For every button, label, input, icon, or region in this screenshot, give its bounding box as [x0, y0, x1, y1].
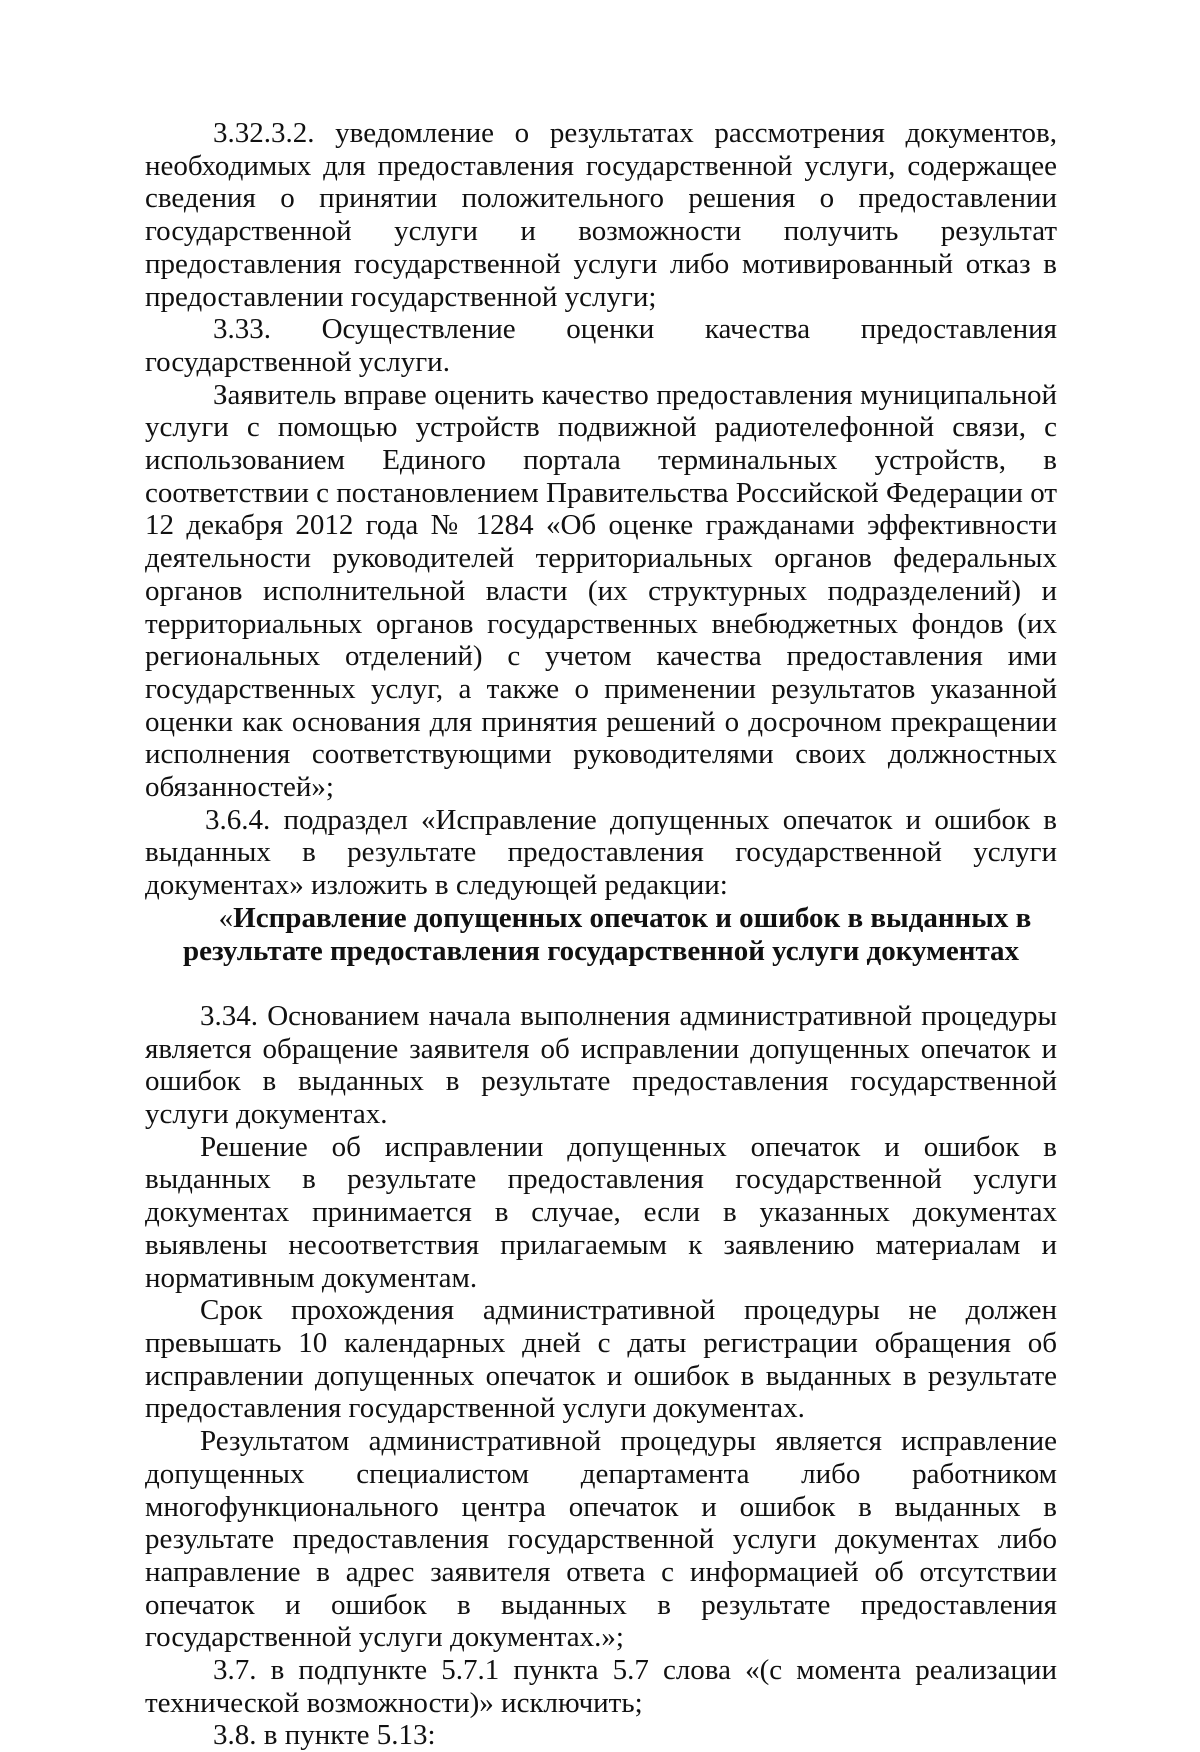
paragraph-correction-decision: Решение об исправлении допущенных опечаток и ошибок в выданных в результате предоставления государственной услуги документах принимается в случае, если в указанных документах выявлены несоответствия прилагаемым к заявлению материалам и нормативным документам.: [145, 1130, 1057, 1294]
paragraph-3-8: 3.8. в пункте 5.13:: [213, 1719, 436, 1752]
paragraph-3-7: 3.7. в подпункте 5.7.1 пункта 5.7 слова «(с момента реализации технической возможности)» исключить;: [145, 1654, 1057, 1719]
heading-text: Исправление допущенных опечаток и ошибок в выданных в результате предоставления государственной услуги документах: [182, 901, 1032, 967]
section-heading: [145, 902, 1057, 967]
paragraph-3-32-3-2: 3.32.3.2. уведомление о результатах рассмотрения документов, необходимых для предоставления государственной услуги, содержащее сведения о принятии положительного решения о предоставлении государственной услуги и возможности получить результат предоставления государственной услуги либо мотивированный отказ в предоставлении государственной услуги;: [145, 117, 1057, 313]
paragraph-procedure-result: Результатом административной процедуры является исправление допущенных специалистом департамента либо работником многофункционального центра опечаток и ошибок в выданных в результате предоставления государственной услуги документах либо направление в адрес заявителя ответа с информацией об отсутствии опечаток и ошибок в выданных в результате предоставления государственной услуги документах.»;: [145, 1425, 1057, 1654]
paragraph-3-34: 3.34. Основанием начала выполнения административной процедуры является обращение заявителя об исправлении допущенных опечаток и ошибок в выданных в результате предоставления государственной услуги документах.: [145, 999, 1057, 1131]
paragraph-3-33: 3.33. Осуществление оценки качества предоставления государственной услуги.: [145, 313, 1057, 378]
paragraph-3-6-4: 3.6.4. подраздел «Исправление допущенных опечаток и ошибок в выданных в результате предоставления государственной услуги документах» изложить в следующей редакции:: [145, 803, 1057, 902]
blank-line: [145, 967, 1057, 1000]
document-body: [145, 117, 1057, 1752]
paragraph-procedure-term: Срок прохождения административной процедуры не должен превышать 10 календарных дней с даты регистрации обращения об исправлении допущенных опечаток и ошибок в выданных в результате предоставления государственной услуги документах.: [145, 1294, 1057, 1425]
heading-open-quote: «: [218, 901, 234, 934]
paragraph-applicant-evaluation: Заявитель вправе оценить качество предоставления муниципальной услуги с помощью устройств подвижной радиотелефонной связи, с использованием Единого портала терминальных устройств, в соответствии с постановлением Правительства Российской Федерации от 12 декабря 2012 года № 1284 «Об оценке гражданами эффективности деятельности руководителей территориальных органов федеральных органов исполнительной власти (их структурных подразделений) и территориальных органов государственных внебюджетных фондов (их региональных отделений) с учетом качества предоставления ими государственных услуг, а также о применении результатов указанной оценки как основания для принятия решений о досрочном прекращении исполнения соответствующими руководителями своих должностных обязанностей»;: [145, 378, 1057, 804]
